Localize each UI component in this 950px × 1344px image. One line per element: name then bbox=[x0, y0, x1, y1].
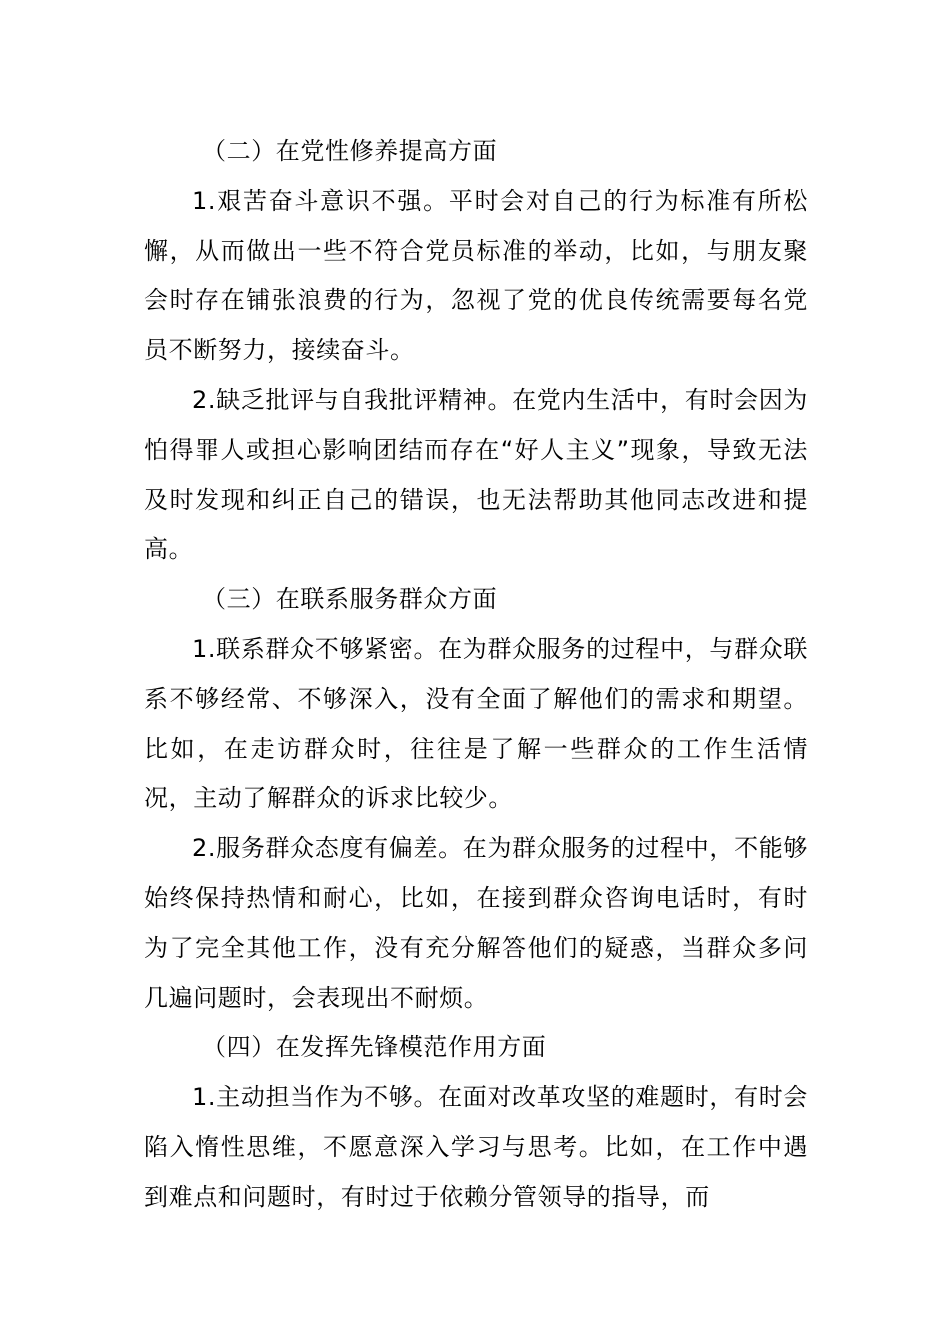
section-heading-3: （三）在联系服务群众方面 bbox=[202, 585, 498, 614]
section-heading-4: （四）在发挥先锋模范作用方面 bbox=[202, 1033, 547, 1062]
body-paragraph: 1.艰苦奋斗意识不强。平时会对自己的行为标准有所松懈，从而做出一些不符合党员标准的举动，比如，与朋友聚会时存在铺张浪费的行为，忽视了党的优良传统需要每名党员不断努力，接续奋斗。 bbox=[144, 186, 808, 365]
body-paragraph: 2.缺乏批评与自我批评精神。在党内生活中，有时会因为怕得罪人或担心影响团结而存在“好人主义”现象，导致无法及时发现和纠正自己的错误，也无法帮助其他同志改进和提高。 bbox=[144, 385, 808, 564]
body-paragraph: 1.主动担当作为不够。在面对改革攻坚的难题时，有时会陷入惰性思维，不愿意深入学习与思考。比如，在工作中遇到难点和问题时，有时过于依赖分管领导的指导，而 bbox=[144, 1083, 808, 1211]
section-heading-2: （二）在党性修养提高方面 bbox=[202, 137, 498, 165]
document-page bbox=[144, 127, 808, 1223]
body-paragraph: 2.服务群众态度有偏差。在为群众服务的过程中，不能够始终保持热情和耐心，比如，在接到群众咨询电话时，有时为了完全其他工作，没有充分解答他们的疑惑，当群众多问几遍问题时，会表现出不耐烦。 bbox=[144, 834, 808, 1012]
body-paragraph: 1.联系群众不够紧密。在为群众服务的过程中，与群众联系不够经常、不够深入，没有全面了解他们的需求和期望。比如，在走访群众时，往往是了解一些群众的工作生活情况，主动了解群众的诉求比较少。 bbox=[144, 634, 808, 813]
